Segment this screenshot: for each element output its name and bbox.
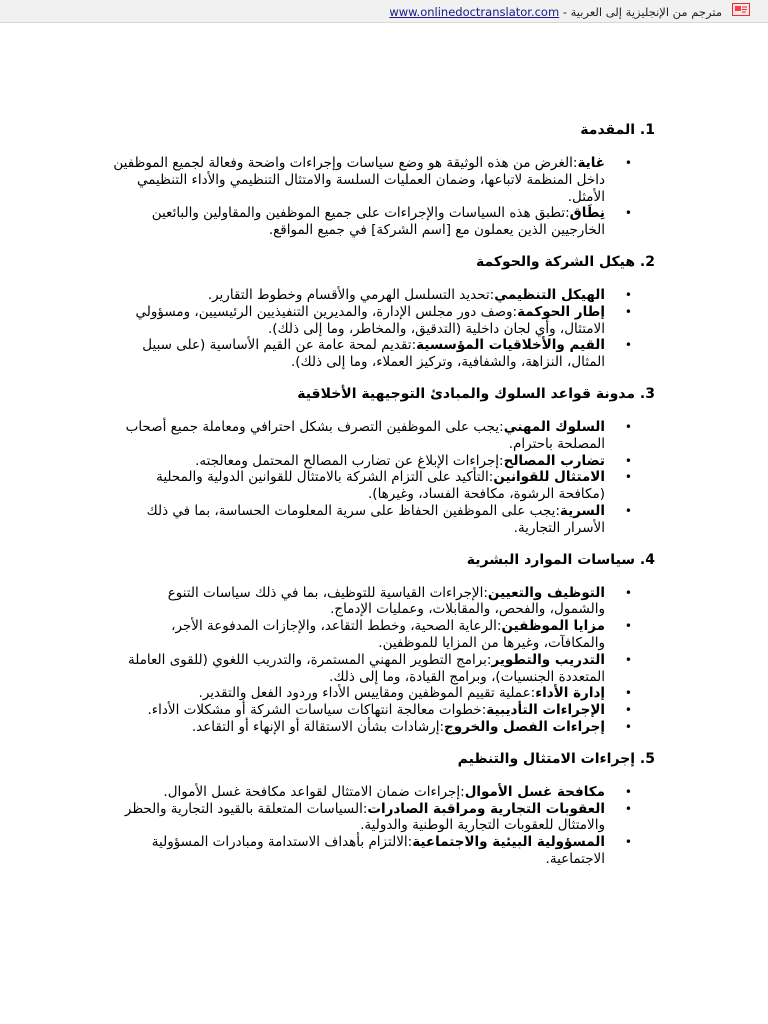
bullet-item [110,801,655,835]
bullet-text: :إجراءات الإبلاغ عن تضارب المصالح المحتمل ومعالجته. [195,452,504,469]
bullet-text: :إجراءات ضمان الامتثال لقواعد مكافحة غسل الأموال. [163,783,465,800]
bullet-term: مزايا الموظفين [501,618,605,635]
bullet-term: السرية [559,502,605,519]
section-heading: 3. مدونة قواعد السلوك والمبادئ التوجيهية الأخلاقية [297,385,655,402]
bullet-item [110,719,655,736]
bullet-item [110,304,655,338]
bullet-term: مكافحة غسل الأموال [464,783,605,800]
document-section [110,386,655,537]
bullet-item [110,419,655,453]
bullet-list [110,784,655,868]
bullet-term: القيم والأخلاقيات المؤسسية [416,337,605,354]
document-section [110,751,655,868]
bullet-item [110,585,655,619]
bullet-term: إطار الحوكمة [517,303,605,320]
bullet-term: إجراءات الفصل والخروج [444,718,605,735]
bullet-text: :برامج التطوير المهني المستمرة، والتدريب اللغوي (للقوى العاملة المتعددة الجنسيات)، وبرامج القيادة، وما إلى ذلك. [127,651,605,685]
bullet-item [110,205,655,239]
banner-text [389,5,722,19]
bullet-item [110,702,655,719]
bullet-text: :تطبق هذه السياسات والإجراءات على جميع الموظفين والمقاولين والبائعين الخارجيين الذين يعملون مع [اسم الشركة] في جميع المواقع. [151,205,605,239]
section-heading: 2. هيكل الشركة والحوكمة [475,253,655,270]
bullet-item [110,337,655,371]
bullet-term: نِطَاق [569,205,605,222]
pdf-translate-icon [732,3,750,16]
bullet-text: :خطوات معالجة انتهاكات سياسات الشركة أو مشكلات الأداء. [147,702,487,719]
document-body [110,122,655,883]
bullet-text: :الالتزام بأهداف الاستدامة ومبادرات المسؤولية الاجتماعية. [151,834,605,867]
bullet-term: التدريب والتطوير [491,651,605,668]
bullet-term: إدارة الأداء [535,685,605,702]
bullet-text: :الرعاية الصحية، وخطط التقاعد، والإجازات المدفوعة الأجر، والمكافآت، وغيرها من المزايا للموظفين. [171,618,605,651]
bullet-item [110,652,655,686]
bullet-text: :الغرض من هذه الوثيقة هو وضع سياسات وإجراءات واضحة وفعالة لجميع الموظفين داخل المنظمة لاتباعها، وضمان العمليات السلسة والامتثال التنظيمي والأداء التنظيمي الأمثل. [113,155,605,205]
bullet-text: :الإجراءات القياسية للتوظيف، بما في ذلك سياسات التنوع والشمول، والفحص، والمقابلات، وعمليات الإدماج. [167,584,605,618]
bullet-list [110,155,655,239]
bullet-term: الهيكل التنظيمي [494,286,605,303]
bullet-text: :إرشادات بشأن الاستقالة أو الإنهاء أو التقاعد. [191,718,445,735]
bullet-term: تضارب المصالح [503,452,605,469]
document-section [110,552,655,736]
bullet-item [110,469,655,503]
bullet-term: المسؤولية البيئية والاجتماعية [412,834,605,851]
bullet-text: :وصف دور مجلس الإدارة، والمديرين التنفيذيين الرئيسيين، ومسؤولي الامتثال، وأي لجان داخلية (التدقيق، والمخاطر، وما إلى ذلك). [135,303,605,337]
section-heading: 5. إجراءات الامتثال والتنظيم [457,750,655,767]
bullet-term: السلوك المهني [503,418,605,435]
bullet-term: العقوبات التجارية ومراقبة الصادرات [367,800,605,817]
translator-banner [0,0,768,23]
bullet-text: :عملية تقييم الموظفين ومقاييس الأداء وردود الفعل والتقدير. [198,685,536,702]
bullet-item [110,453,655,470]
bullet-item [110,155,655,205]
section-heading: 1. المقدمة [580,122,655,138]
document-section [110,254,655,371]
bullet-term: الإجراءات التأديبية [486,702,605,719]
bullet-text: :التأكيد على التزام الشركة بالامتثال للقوانين الدولية والمحلية (مكافحة الرشوة، مكافحة الفساد، وغيرها). [156,469,605,503]
bullet-item [110,618,655,652]
bullet-text: :يجب على الموظفين التصرف بشكل احترافي ومعاملة جميع أصحاب المصلحة باحترام. [125,418,605,452]
bullet-item [110,287,655,304]
bullet-text: :تحديد التسلسل الهرمي والأقسام وخطوط التقارير. [207,286,495,303]
bullet-item [110,685,655,702]
section-heading: 4. سياسات الموارد البشرية [466,551,655,568]
bullet-term: الامتثال للقوانين [493,469,605,486]
bullet-text: :السياسات المتعلقة بالقيود التجارية والحظر والامتثال للعقوبات التجارية الوطنية والدولية. [124,800,605,834]
bullet-term: غاية [577,155,605,171]
bullet-list [110,419,655,537]
bullet-item [110,834,655,868]
translator-link[interactable]: www.onlinedoctranslator.com [389,5,560,19]
bullet-list [110,585,655,736]
banner-label: مترجم من الإنجليزية إلى العربية - [559,5,722,19]
bullet-list [110,287,655,371]
bullet-item [110,503,655,537]
bullet-text: :يجب على الموظفين الحفاظ على سرية المعلومات الحساسة، بما في ذلك الأسرار التجارية. [146,502,605,536]
bullet-term: التوظيف والتعيين [487,584,605,601]
bullet-item [110,784,655,801]
bullet-text: :تقديم لمحة عامة عن القيم الأساسية (على سبيل المثال، النزاهة، والشفافية، وتركيز العملاء، وما إلى ذلك). [142,337,605,371]
document-section [110,122,655,239]
